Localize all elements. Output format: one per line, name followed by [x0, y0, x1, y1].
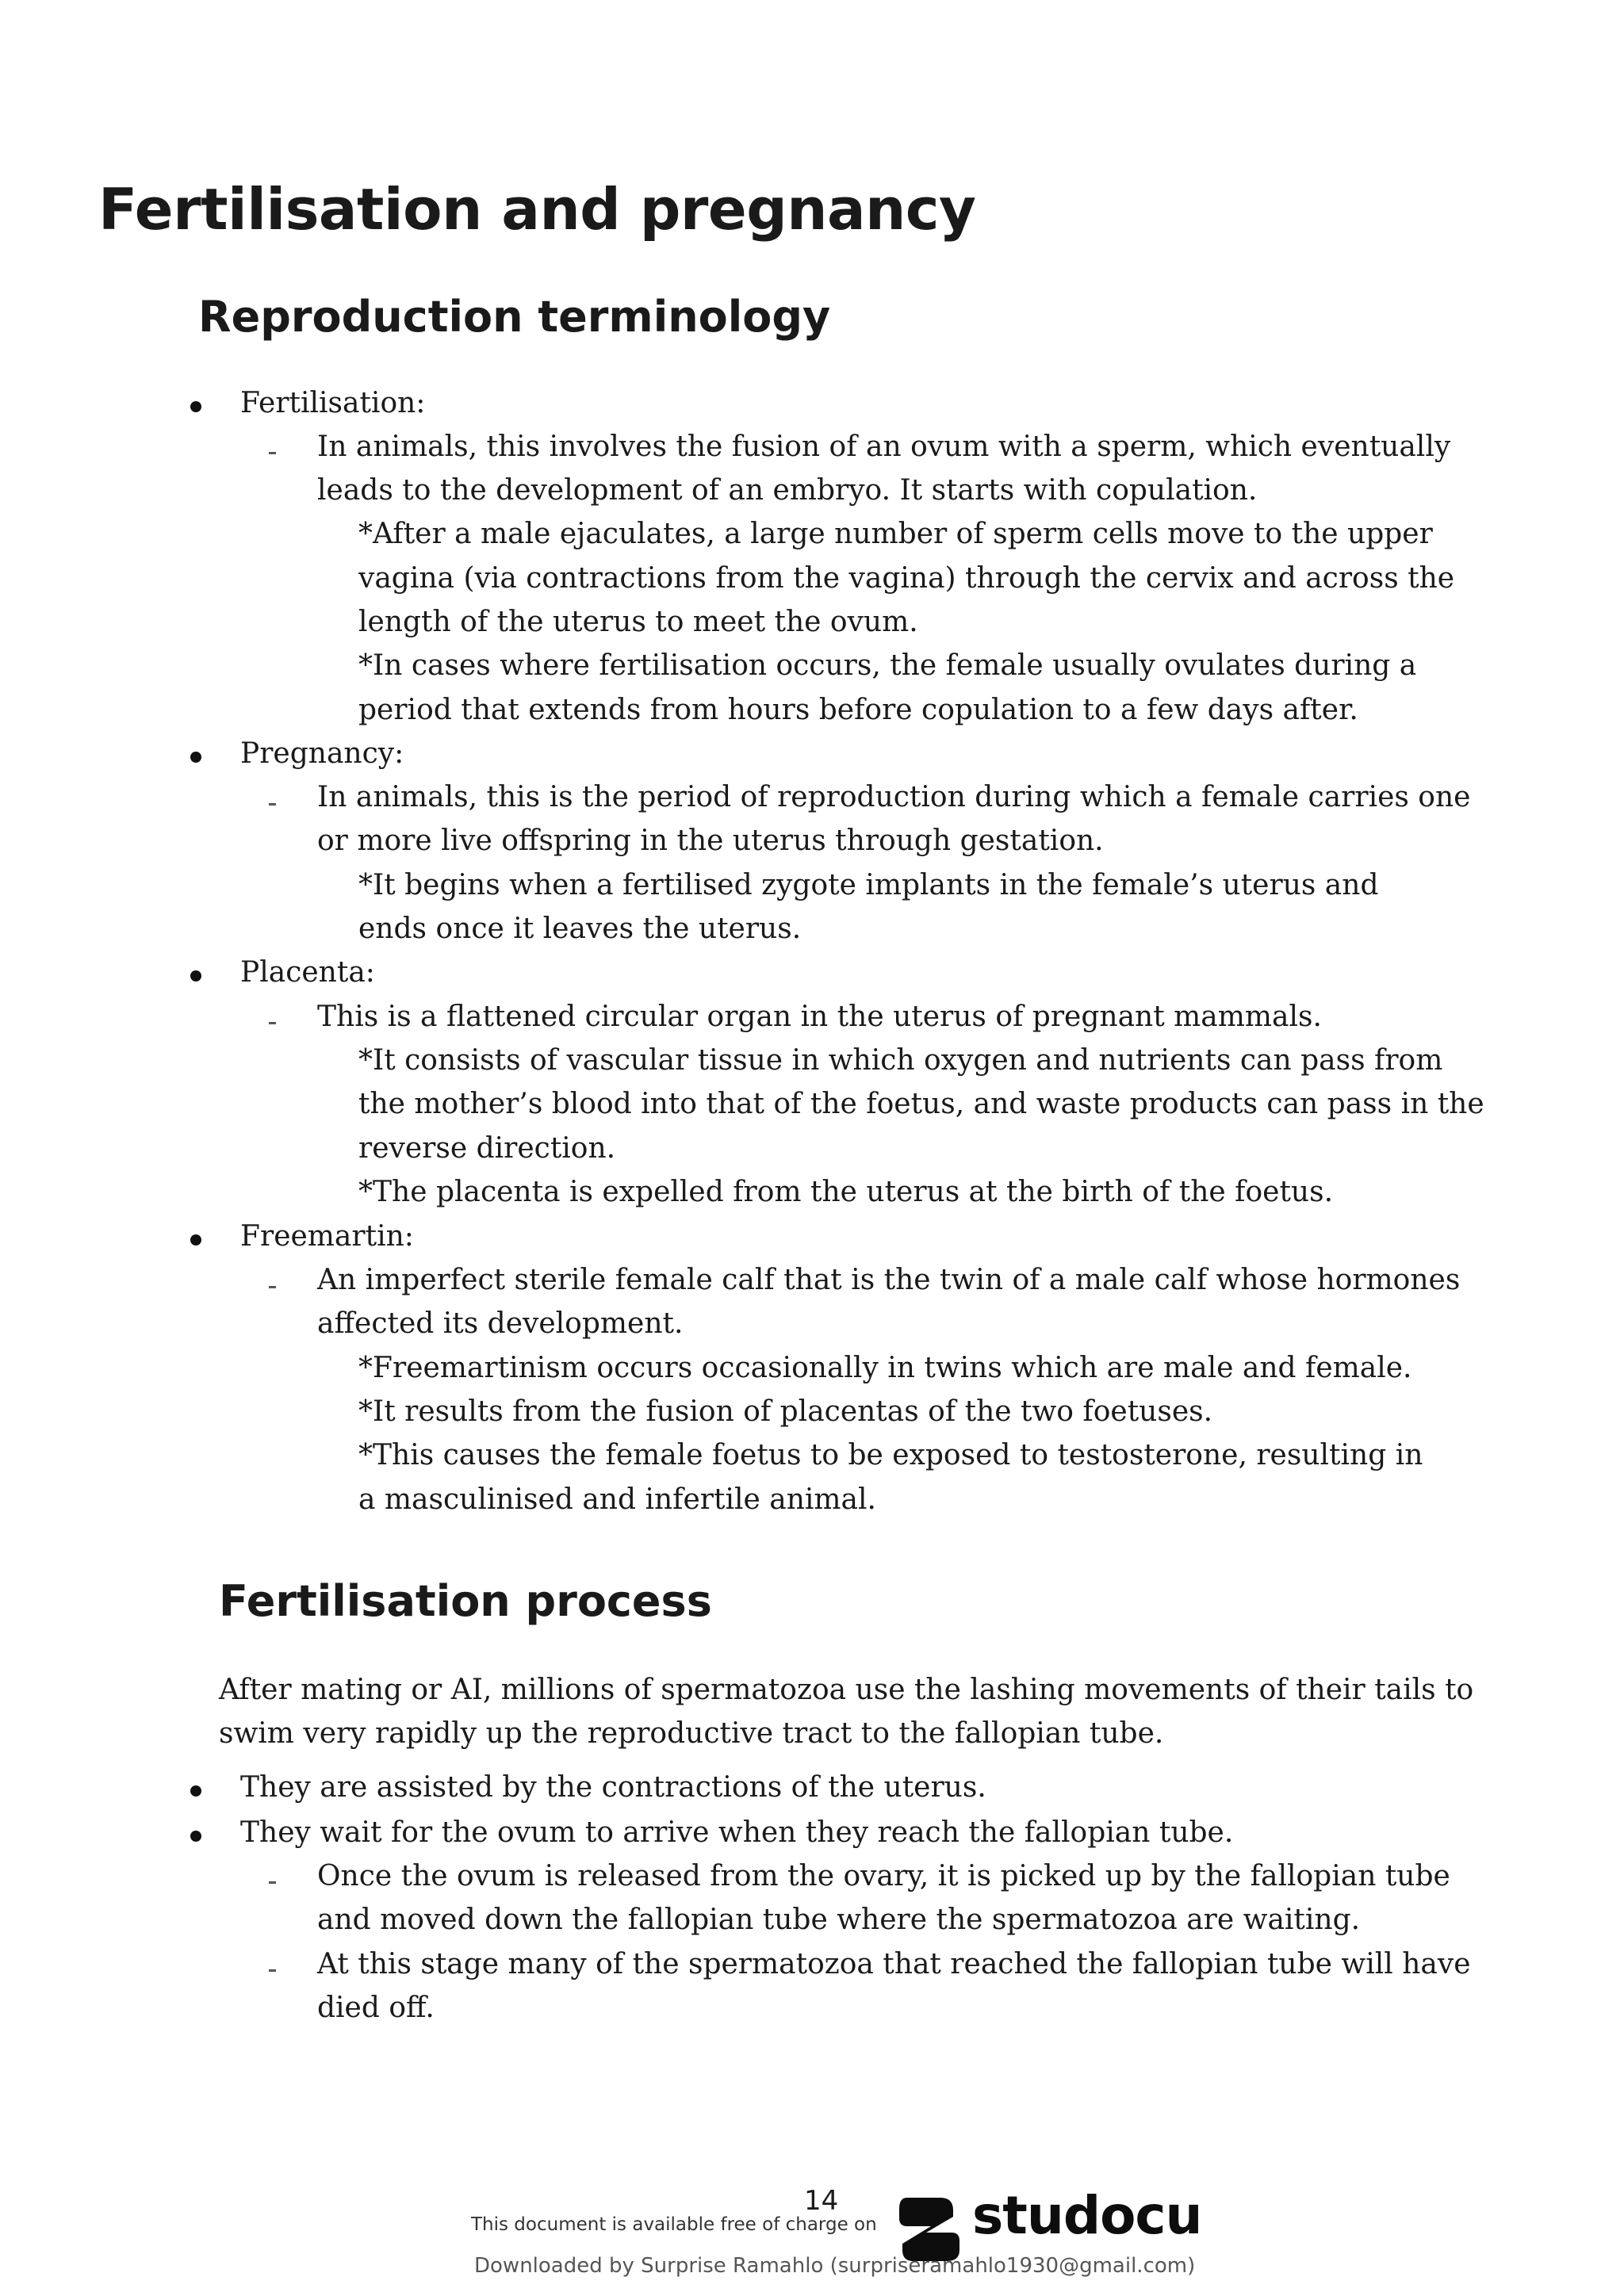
text-line: This is a flattened circular organ in the uterus of pregnant mammals. [317, 1001, 1322, 1033]
note-line: period that extends from hours before copulation to a few days after. [358, 694, 1358, 726]
section-heading-terminology: Reproduction terminology [198, 292, 831, 342]
note-line: *It begins when a fertilised zygote implants in the female’s uterus and [358, 869, 1379, 901]
note-line: a masculinised and infertile animal. [358, 1483, 876, 1516]
note-line: *It results from the fusion of placentas of the two foetuses. [358, 1395, 1213, 1428]
page-number: 14 [804, 2185, 839, 2217]
dash-marker [269, 1022, 276, 1024]
text-line: died off. [317, 1992, 435, 2024]
text-line: and moved down the fallopian tube where the spermatozoa are waiting. [317, 1904, 1361, 1936]
text-line: In animals, this is the period of reproduction during which a female carries one [317, 781, 1471, 813]
bullet-text: They wait for the ovum to arrive when they reach the fallopian tube. [240, 1816, 1234, 1849]
text-line: In animals, this involves the fusion of an ovum with a sperm, which eventually [317, 430, 1451, 463]
note-line: length of the uterus to meet the ovum. [358, 606, 918, 638]
note-line: the mother’s blood into that of the foetus, and waste products can pass in the [358, 1088, 1484, 1120]
note-line: *This causes the female foetus to be exposed to testosterone, resulting in [358, 1439, 1423, 1471]
dash-marker [269, 1969, 276, 1972]
dash-marker [269, 1881, 276, 1884]
note-line: vagina (via contractions from the vagina) through the cervix and across the [358, 562, 1455, 595]
section-heading-fertilisation-process: Fertilisation process [219, 1576, 712, 1626]
term-freemartin: Freemartin: [240, 1220, 414, 1253]
text-line: An imperfect sterile female calf that is the twin of a male calf whose hormones [317, 1264, 1461, 1296]
note-line: *Freemartinism occurs occasionally in twins which are male and female. [358, 1352, 1412, 1384]
dash-marker [269, 1286, 276, 1288]
page-title: Fertilisation and pregnancy [98, 176, 976, 243]
note-line: ends once it leaves the uterus. [358, 913, 802, 945]
paragraph-line: After mating or AI, millions of spermatozoa use the lashing movements of their tails to [219, 1674, 1474, 1706]
text-line: or more live offspring in the uterus through gestation. [317, 825, 1104, 857]
bullet-point [190, 1831, 201, 1842]
bullet-text: They are assisted by the contractions of the uterus. [240, 1771, 986, 1804]
dash-marker [269, 452, 276, 454]
note-line: *The placenta is expelled from the uterus at the birth of the foetus. [358, 1176, 1334, 1208]
term-pregnancy: Pregnancy: [240, 737, 404, 770]
brand-name: studocu [972, 2185, 1202, 2246]
term-fertilisation: Fertilisation: [240, 387, 426, 419]
bullet-point [190, 1785, 201, 1797]
paragraph-line: swim very rapidly up the reproductive tract to the fallopian tube. [219, 1717, 1164, 1750]
text-line: Once the ovum is released from the ovary, it is picked up by the fallopian tube [317, 1860, 1450, 1892]
note-line: *After a male ejaculates, a large number of sperm cells move to the upper [358, 518, 1433, 550]
text-line: affected its development. [317, 1307, 684, 1340]
studocu-logo-icon [896, 2195, 963, 2263]
note-line: reverse direction. [358, 1132, 616, 1165]
text-line: leads to the development of an embryo. It starts with copulation. [317, 474, 1258, 507]
downloaded-by: Downloaded by Surprise Ramahlo (surpriseramahlo1930@gmail.com) [474, 2254, 1196, 2278]
note-line: *In cases where fertilisation occurs, the female usually ovulates during a [358, 649, 1417, 682]
bullet-fertilisation [190, 401, 201, 412]
note-line: *It consists of vascular tissue in which oxygen and nutrients can pass from [358, 1044, 1443, 1077]
bullet-pregnancy [190, 752, 201, 763]
text-line: At this stage many of the spermatozoa that reached the fallopian tube will have [317, 1948, 1471, 1980]
bullet-freemartin [190, 1234, 201, 1246]
availability-note: This document is available free of charge on [471, 2214, 877, 2235]
bullet-placenta [190, 970, 201, 982]
dash-marker [269, 803, 276, 806]
term-placenta: Placenta: [240, 956, 375, 989]
